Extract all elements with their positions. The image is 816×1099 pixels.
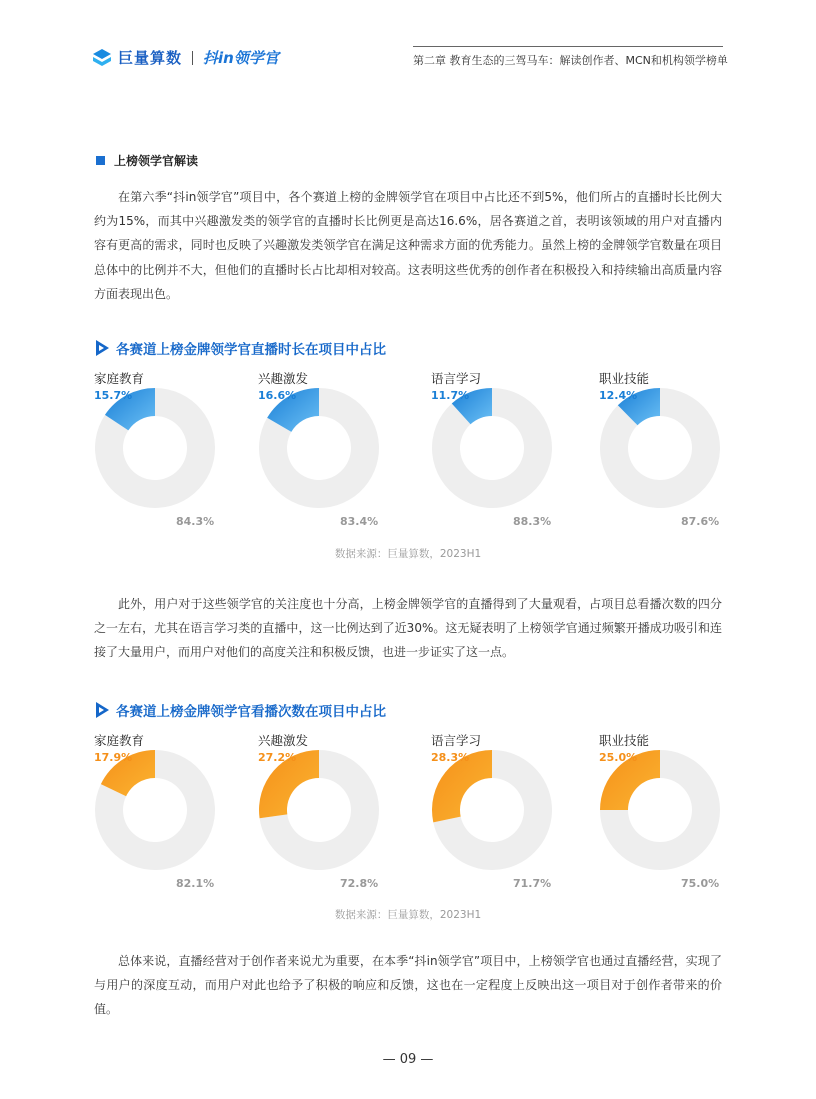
play-triangle-icon <box>94 701 110 719</box>
donut-item <box>599 731 759 890</box>
brand-secondary: 抖in领学官 <box>203 49 279 67</box>
chapter-title: 第二章 教育生态的三驾马车：解读创作者、MCN和机构领学榜单 <box>413 54 728 67</box>
donut-item <box>258 369 418 528</box>
category-label: 兴趣激发 <box>258 733 309 748</box>
donut-ring <box>94 387 218 511</box>
donut-item <box>258 731 418 890</box>
chart-title-views <box>94 700 386 720</box>
donut-ring <box>94 749 218 873</box>
category-label: 语言学习 <box>431 371 482 386</box>
donut-item <box>599 369 759 528</box>
remainder-value-label: 83.4% <box>340 515 379 528</box>
donut-ring <box>258 387 382 511</box>
chart-title-text: 各赛道上榜金牌领学官直播时长在项目中占比 <box>116 342 386 358</box>
section-heading-text: 上榜领学官解读 <box>114 154 199 168</box>
brand-divider <box>192 51 193 65</box>
play-triangle-icon <box>94 339 110 357</box>
remainder-value-label: 75.0% <box>681 877 720 890</box>
square-bullet-icon <box>96 156 105 165</box>
remainder-value-label: 84.3% <box>176 515 215 528</box>
share-value-label: 16.6% <box>258 389 297 402</box>
data-source: 数据来源：巨量算数，2023H1 <box>334 548 482 560</box>
category-label: 职业技能 <box>599 371 650 386</box>
paragraph-intro: 在第六季“抖in领学官”项目中，各个赛道上榜的金牌领学官在项目中占比还不到5%，他们所占的直播时长比例大约为15%，而其中兴趣激发类的领学官的直播时长比例更是高达16.6%，居各赛道之首，表明该领域的用户对直播内容有更高的需求，同时也反映了兴趣激发类领学官在满足这种需求方面的优秀能力。虽然上榜的金牌领学官数量在项目总体中的比例并不大，但他们的直播时长占比却相对较高。这表明这些优秀的创作者在积极投入和持续输出高质量内容方面表现出色。 <box>94 190 722 301</box>
share-value-label: 11.7% <box>431 389 470 402</box>
remainder-value-label: 82.1% <box>176 877 215 890</box>
brand-logo <box>92 47 279 68</box>
share-value-label: 27.2% <box>258 751 297 764</box>
donut-ring <box>431 387 555 511</box>
paragraph-viewership: 此外，用户对于这些领学官的关注度也十分高，上榜金牌领学官的直播得到了大量观看，占项目总看播次数的四分之一左右，尤其在语言学习类的直播中，这一比例达到了近30%。这无疑表明了上榜领学官通过频繁开播成功吸引和连接了大量用户，而用户对他们的高度关注和积极反馈，也进一步证实了这一点。 <box>94 597 722 660</box>
share-value-label: 15.7% <box>94 389 133 402</box>
brand-primary: 巨量算数 <box>118 49 183 67</box>
chapter-rule <box>413 46 723 47</box>
category-label: 兴趣激发 <box>258 371 309 386</box>
donut-item <box>431 369 591 528</box>
page-number: — 09 — <box>382 1052 434 1067</box>
remainder-value-label: 87.6% <box>681 515 720 528</box>
paragraph-summary: 总体来说，直播经营对于创作者来说尤为重要，在本季“抖in领学官”项目中，上榜领学官也通过直播经营，实现了与用户的深度互动，而用户对此也给予了积极的响应和反馈，这也在一定程度上反映出这一项目对于创作者带来的价值。 <box>94 954 722 1017</box>
category-label: 家庭教育 <box>94 371 145 386</box>
donut-ring <box>599 749 723 873</box>
share-value-label: 17.9% <box>94 751 133 764</box>
section-heading <box>96 152 198 169</box>
remainder-value-label: 71.7% <box>513 877 552 890</box>
page-header <box>0 0 816 80</box>
donut-item <box>94 369 254 528</box>
donut-ring <box>258 749 382 873</box>
donut-item <box>431 731 591 890</box>
remainder-value-label: 72.8% <box>340 877 379 890</box>
chart-title-duration <box>94 338 386 358</box>
category-label: 职业技能 <box>599 733 650 748</box>
donut-ring <box>431 749 555 873</box>
remainder-value-label: 88.3% <box>513 515 552 528</box>
donut-item <box>94 731 254 890</box>
share-value-label: 12.4% <box>599 389 638 402</box>
category-label: 家庭教育 <box>94 733 145 748</box>
share-value-label: 28.3% <box>431 751 470 764</box>
chart-title-text: 各赛道上榜金牌领学官看播次数在项目中占比 <box>116 704 386 720</box>
brand-mark-icon <box>92 48 112 68</box>
donut-ring <box>599 387 723 511</box>
category-label: 语言学习 <box>431 733 482 748</box>
data-source: 数据来源：巨量算数，2023H1 <box>334 909 482 921</box>
share-value-label: 25.0% <box>599 751 638 764</box>
